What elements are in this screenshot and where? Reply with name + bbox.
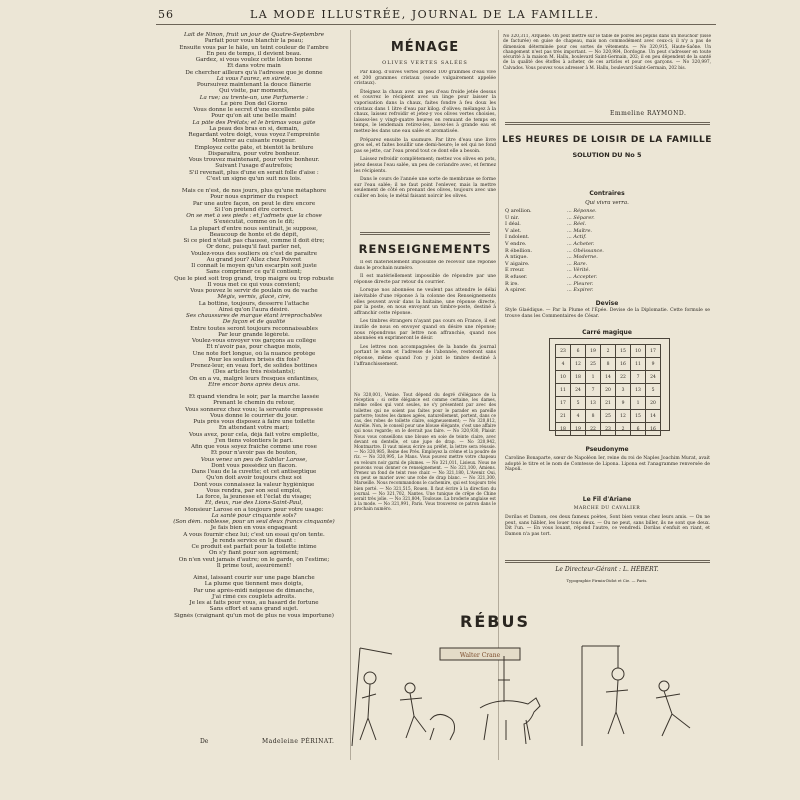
- solution-contrary: Réponse.: [573, 208, 597, 214]
- poem-line: Vous avez, pour cela, déjà fait votre emplette,: [189, 431, 319, 438]
- solution-list: [505, 208, 645, 294]
- rebus-dancer-head: [405, 683, 415, 693]
- magic-row: [556, 397, 661, 410]
- poem-line: Vous rendra, par son seul emploi,: [206, 487, 302, 494]
- poem-line: Afin que vous soyez fraîche comme une rose: [191, 444, 317, 450]
- solution-contrary: Acheter.: [573, 240, 595, 247]
- rebus-figure-head: [364, 672, 376, 684]
- poem-line: Pour nous exprimer du respect: [210, 194, 298, 201]
- rebus-illustration: [330, 628, 720, 748]
- imprint: Typographie Firmin-Didot et Cie. — Paris.: [566, 578, 648, 583]
- poem-line: La bottine, toujours, desserre l'attache: [198, 300, 310, 307]
- poem-line: Il prime tout, assurément!: [216, 562, 292, 569]
- poem-line: J'ai rimé ces couplets adroits.: [212, 593, 296, 600]
- poem-line: Regardant votre doigt, vous voyez l'empreinte: [188, 132, 320, 138]
- poem-line: Et quand viendra le soir, par la marche lassée: [188, 394, 320, 400]
- poem-line: Or donc, puisqu'il faut parler net,: [206, 244, 302, 251]
- contraires-heading: Contraires: [589, 190, 625, 197]
- poem-line: Ainsi qu'on l'aura désiré.: [218, 306, 290, 313]
- magic-cell: 17: [556, 397, 571, 410]
- solution-contrary: Maître.: [573, 227, 593, 234]
- rebus-bear: [430, 714, 455, 740]
- magic-cell: 10: [556, 371, 571, 384]
- rebus-pole: [352, 648, 360, 746]
- solution-contrary: Accepter.: [573, 273, 598, 280]
- poem-line: C'est un signe qu'un suit nos lois.: [206, 175, 302, 182]
- poem-line: Au grand jour? Allez chez Poivret: [206, 256, 302, 263]
- poem-line: On s'y fiant pour son agrément;: [209, 550, 299, 557]
- magic-cell: 9: [616, 397, 631, 410]
- contraires-sub: Qui vivra verra.: [585, 200, 629, 206]
- solution-word: I ndolent.: [505, 234, 530, 241]
- magic-cell: 1: [631, 397, 646, 410]
- poem-line: La plupart d'entre nous sentirait, je suppose,: [190, 225, 318, 232]
- magic-cell: 24: [571, 384, 586, 397]
- magic-cell: 23: [556, 345, 571, 358]
- poem-line: Vous venez un peu de Sabilar Larose,: [200, 456, 308, 463]
- right-signature: Emmeline RAYMOND.: [610, 110, 687, 117]
- poem-line: Il connaît le moyen qu'un escarpin soit juste: [191, 263, 317, 269]
- menage-heading: MÉNAGE: [390, 40, 460, 55]
- solution-row: A spirer. ... Expirer.: [505, 287, 594, 294]
- rebus-horse: [480, 698, 540, 744]
- menage-paragraph: Par kilog. d'olives vertes prenez 100 grammes d'eau vive et 200 grammes cristaux (soude vulgairement appelée cristaux).: [354, 70, 496, 87]
- poem-signature: Madeleine PÉRINAT.: [262, 738, 335, 745]
- magic-cell: 4: [571, 410, 586, 423]
- poem-line: Si l'on prétend être correct.: [214, 206, 294, 213]
- renseignements-notes: No 320,001, Venise. Tout dépend du degré d'élégance de la réception : si cette élégance est comme certaine, les dames, même celles qui vont seules, ne s'y présentent par avec des toilettes qui ne soient pas faites pour le parader en pareille parterre; toutes les dames agées, naturellement, portent, dans ce cas, des robes de toilette claire, soigneusement; — No 320,812, Aurélie. Non, le conseil pour une blouse élégante, c'est une affaire qui nous regarde; on le devrait pas faire. — No 320,930, Plaisir. Nous vous conseillons une blouse en soie de teinte claire, avec devant en dentelle, et une jupe de drap. — No 320,942, Montmartre. Il vaut mieux écrire au préfet, la lettre sera réussie. — No 320,985, Reine des Prés. Employez la crème et la poudre de riz. — No 320,995, Le Mans. Vous pouvez mettre votre chapeau en velours noir garni de plumes. — No 321,011, Lisieux. Nous ne pouvons vous donner ce renseignement. — No 321,100, Amiens. Prenez un fond de teint rose chair. — No 321,180, L'Avenir. Oui, on peut se marier avec une robe de drap blanc. — No 321,300, Marseille. Nous recommandons le cachemire, qui est toujours très bien porté. — No 321,515, Rouen. Il faut écrire à la direction du journal. — No 321,702, Nantes. Une tunique de crêpe de Chine serait très jolie. — No 321,804, Toulouse. La broderie anglaise est à la mode. — No 321,991, Paris. Vous trouverez ce patron dans le prochain numéro.: [354, 392, 496, 512]
- poem-line: S'exécutât, comme on le dit;: [213, 219, 295, 226]
- poem-line: La plume que tiennent mes doigts,: [204, 581, 304, 588]
- solution-contrary: Réel.: [573, 221, 587, 228]
- ariane-text: Dorilas et Damon, ces deux fameux poètes, Sont bien venus chez leurs amis. — On ne peut, sans hâbler, les louer tous deux. — Ou ne peut, sans biller, ils ne sont que deux. Dit l'un. — En vous louant, répond l'autre, ce vendredi. Dorilas s'enfuit en riant, et Damon n'a pas tort.: [505, 515, 710, 537]
- poem-line: Sans comprimer ce qu'il contient;: [206, 269, 302, 276]
- poem-line: Vous trouvez maintenant, pour votre bonheur.: [188, 157, 320, 163]
- solution-word: Q arellion.: [505, 208, 532, 214]
- solution-row: Q arellion. ... Réponse.: [505, 208, 597, 214]
- solution-row: R efuser. ... Accepter.: [505, 273, 598, 280]
- poem-line: Prenant le chemin du retour,: [213, 400, 295, 407]
- magic-cell: 15: [631, 410, 646, 423]
- poem-line: Mais ce n'est, de nos jours, plus qu'une métaphore: [181, 188, 327, 194]
- poem-line: Et dans votre main: [227, 63, 281, 70]
- solution-row: A ntique. ... Moderne.: [505, 254, 598, 261]
- magic-row: [556, 358, 661, 371]
- renseignements-paragraph: Les lettres non accompagnées de la bande du journal portant le nom et l'adresse de l'abonnée, resteront sans réponse, même quand l'on y joint le timbre destiné à l'affranchissement.: [354, 344, 496, 367]
- solution-row: V endre. ... Acheter.: [505, 240, 595, 247]
- renseignements-text: [354, 260, 496, 388]
- header-rule: [156, 24, 716, 25]
- solution-row: U nir. ... Séparer.: [505, 214, 595, 221]
- poem-line: Le père Don del Giorno: [220, 100, 288, 107]
- menage-paragraph: Dans le cours de l'année une sorte de membrane se forme sur l'eau salée; il ne faut point l'enlever, mais la mettre seulement de côté en prenant des olives, toujours avec une cuiller en bois; le métal faisant noircir les olives.: [354, 177, 496, 199]
- magic-cell: 25: [601, 410, 616, 423]
- magic-cell: 23: [601, 423, 616, 436]
- solution-row: V aigaire. ... Rare.: [505, 260, 588, 267]
- poem-column: [160, 32, 348, 619]
- magic-cell: 14: [601, 371, 616, 384]
- poem-line: Disparaîtra, pour votre bonheur.: [207, 150, 301, 157]
- magic-cell: 11: [556, 384, 571, 397]
- poem-line: Parfait pour vous blanchir la peau;: [204, 38, 304, 45]
- solution-word: A spirer.: [505, 287, 527, 294]
- magic-row: [556, 423, 661, 436]
- poem-line: Dans l'eau de la cuvette; et cet antiseptique: [191, 469, 317, 475]
- magic-cell: 19: [571, 423, 586, 436]
- magic-cell: 17: [646, 345, 661, 358]
- magic-cell: 21: [556, 410, 571, 423]
- rebus-pole-arm: [360, 648, 392, 654]
- menage-paragraph: Préparez ensuite la saumure. Par litre d'eau une livre gros sel, et faites bouillir une demi-heure; le sel qui ne fond pas se jette, car l'eau prend tout ce dont elle a besoin.: [354, 137, 496, 154]
- poem-line: Puis près vous disposez à faire une toilette: [193, 419, 315, 425]
- poem-line: De chercher ailleurs qu'à l'adresse que je donne: [185, 69, 323, 76]
- poem-line: Ses chaussures de marque étant irréprochables: [186, 313, 322, 319]
- pseudonyme-text: Caroline Bonaparte, sœur de Napoléon Ier, reine du roi de Naples Joachim Murat, avait adopté le titre et le nom de Comtesse de Lipona. Lipona est l'anagramme renversée de Napoli.: [505, 456, 710, 473]
- magic-cell: 22: [616, 371, 631, 384]
- poem-line: Vous donne le secret d'une excellente pâte: [193, 107, 315, 113]
- poem-line: Ainsi, laissant courir sur une page blanche: [193, 575, 315, 581]
- poem-line: Entre toutes seront toujours reconnaissables: [190, 325, 318, 332]
- solution-word: R ire.: [505, 280, 519, 287]
- devise-heading: Devise: [595, 300, 619, 307]
- rebus-title: RÉBUS: [460, 612, 530, 631]
- magic-cell: 25: [586, 358, 601, 371]
- poem-line: Ce produit est parfait pour la toilette intime: [191, 544, 317, 550]
- directeur-gerant: Le Directeur-Gérant : L. HÉBERT.: [555, 566, 659, 573]
- magic-cell: 2: [616, 423, 631, 436]
- poem-line: Montrer au cuisante rougeur.: [212, 138, 296, 145]
- poem-line: On en a vu, malgré leurs fresques enfantines,: [189, 375, 319, 382]
- rebus-dancer-body: [400, 693, 426, 738]
- poem-line: Je les ai faits pour vous, au hasard de fortune: [189, 600, 319, 606]
- poem-line: Sans effort et sans grand sujet.: [209, 606, 299, 613]
- journal-title: LA MODE ILLUSTRÉE, JOURNAL DE LA FAMILLE.: [250, 8, 600, 21]
- solution-word: R ébellion.: [505, 247, 533, 254]
- magic-cell: 14: [646, 410, 661, 423]
- poem-line: Lait de Ninon, fruit un jour de Quatre-Septembre: [183, 32, 325, 38]
- magic-cell: 8: [586, 410, 601, 423]
- poem-line: Pour qu'on ait une belle main!: [211, 113, 297, 120]
- magic-cell: 18: [556, 423, 571, 436]
- magic-cell: 19: [586, 345, 601, 358]
- magic-row: [556, 384, 661, 397]
- poem-line: Signés (craignant qu'un mot de plus ne vous importune): [174, 612, 334, 619]
- poem-line: Il vous met ce qui vous convient;: [207, 281, 301, 288]
- poem-line: Suivant l'usage d'autrefois;: [215, 163, 293, 170]
- poem-line: Employez cette pâte, et bientôt la brûlure: [194, 144, 314, 151]
- poem-line: De façon et de qualité: [222, 319, 286, 326]
- solution-word: A ntique.: [505, 254, 528, 261]
- poem-line: Par une après-midi neigeuse de dimanche,: [193, 587, 315, 594]
- magic-cell: 16: [616, 358, 631, 371]
- magic-cell: 10: [631, 345, 646, 358]
- poem-line: Gardez, si vous voulez cette lotion bonne: [195, 57, 313, 63]
- poem-line: Beaucoup de honte et de dépit,: [209, 231, 299, 238]
- poem-line: Et n'avoir pas, pour chaque mois,: [206, 344, 302, 351]
- menage-text: [354, 70, 496, 230]
- solution-contrary: Moderne.: [573, 254, 598, 261]
- rebus-figure-body: [360, 684, 376, 740]
- magic-cell: 20: [646, 397, 661, 410]
- poem-line: Vous donne le courrier du jour.: [210, 412, 298, 419]
- magic-cell: 21: [601, 397, 616, 410]
- poem-line: La force, la jeunesse et l'éclat du visage;: [196, 494, 312, 500]
- poem-line: Poursuivez maintenant la douce flânerie: [196, 82, 312, 88]
- magic-cell: 16: [646, 423, 661, 436]
- magic-row: [556, 371, 661, 384]
- magic-cell: 18: [571, 371, 586, 384]
- section-divider: [360, 232, 490, 235]
- solution-contrary: Actif.: [573, 234, 587, 241]
- solution-contrary: Obéissance.: [573, 247, 604, 254]
- solution-contrary: Rare.: [573, 260, 588, 267]
- poem-line: Là vous l'aurez, en sûreté.: [216, 75, 292, 82]
- page-number: 56: [158, 8, 174, 21]
- magic-cell: 7: [631, 371, 646, 384]
- poem-line: Qui visite, par moments,: [219, 88, 289, 95]
- magic-row: [556, 345, 661, 358]
- solution-contrary: Séparer.: [573, 214, 595, 221]
- rebus-banner-text: Walter Crane: [459, 652, 501, 659]
- poem-line: S'il revenait, plus d'une en serait folle d'aise :: [189, 169, 319, 176]
- renseignements-paragraph: Il est matériellement impossible de recevoir une réponse dans le prochain numéro.: [354, 260, 496, 271]
- menage-subheading: OLIVES VERTES SALÉES: [382, 60, 468, 66]
- poem-line: Vous sonnerez chez vous; la servante empressée: [185, 406, 323, 413]
- solution-word: I déal.: [505, 221, 521, 228]
- solution-row: I ndolent. ... Actif.: [505, 234, 587, 241]
- poem-line: J'en tiens volontiers le pari.: [214, 437, 294, 444]
- poem-line: (Des articles très résistants);: [212, 369, 296, 376]
- poem-line: Mégis, vernis, glacé, ciré,: [217, 294, 291, 301]
- poem-line: Si ce pied n'était pas chaussé, comme il doit être;: [183, 238, 325, 244]
- solution-row: R ébellion. ... Obéissance.: [505, 247, 604, 254]
- rebus-runner-head: [659, 681, 669, 691]
- solution-row: I déal. ... Réel.: [505, 221, 587, 228]
- poem-line: La pâte des Prélats; et le brûmas vous gâte: [192, 119, 316, 126]
- poem-line: Monsieur Larose en a toujours pour votre usage:: [184, 506, 324, 513]
- ariane-sub: MARCHE DU CAVALIER: [573, 506, 641, 511]
- poem-line: Prenez-leur, en veau fort, de solides bottines: [190, 363, 318, 369]
- magic-cell: 11: [631, 358, 646, 371]
- magic-cell: 8: [601, 358, 616, 371]
- solution-word: V endre.: [505, 240, 527, 247]
- solution-row: V alet. ... Maître.: [505, 227, 593, 234]
- poem-line: Dont vous connaissez la valeur hygiénique: [193, 481, 315, 488]
- poem-line: Et pour n'avoir pas de bouton,: [210, 450, 298, 457]
- magic-cell: 15: [616, 345, 631, 358]
- magic-cell: 5: [646, 384, 661, 397]
- poem-line: Je rends service en le disant :: [212, 537, 296, 544]
- magic-cell: 6: [571, 345, 586, 358]
- solution-word: V alet.: [505, 227, 522, 234]
- solution-contrary: Pleurer.: [573, 280, 594, 287]
- poem-line: Pour les souliers brisés dix fois?: [208, 356, 300, 363]
- rebus-hanging-head: [612, 668, 624, 680]
- magic-cell: 20: [601, 384, 616, 397]
- solution-contrary: Vérité.: [573, 267, 591, 274]
- renseignements-paragraph: Il est matériellement impossible de répondre par une réponse directe par retour du courrier.: [354, 274, 496, 285]
- right-notes: No 320,311, Arquebe. On peut mettre sur le table de poires les pépins dans un mouchoir (lisse de facturée) en guise de chapeau, mais non commodément avec ceux-ci; il n'y a pas de dimension déterminée pour ces sortes de vêtements. — No 320,915, Haute-Saône. Un changement n'est pas très important. — No 320,984, Dordogne. Un peut s'adresser en toute sécurité à la maison M. Hallu, boulevard Saint-Germain, 202; il en peu dépendent de la santé de la qualité des étoffes à acheter, de ces articles et pour ces garçons. — No 320,997, Calvados. Vous pouvez vous adresser à M. Hallu, boulevard Saint-Germain, 202 bis.: [503, 34, 711, 71]
- pseudonyme-heading: Pseudonyme: [585, 446, 629, 453]
- menage-paragraph: Laissez refroidir complètement; mettez vos olives en pots, jetez dessus l'eau salée, un peu de coriandre avec, et fermez les récipients.: [354, 157, 496, 174]
- poem-line: La peau des bras en si, demain,: [209, 125, 299, 132]
- magic-cell: 9: [646, 358, 661, 371]
- loisir-heading: LES HEURES DE LOISIR DE LA FAMILLE: [502, 135, 712, 145]
- footer-divider: [505, 560, 710, 563]
- solution-row: R ire. ... Pleurer.: [505, 280, 594, 287]
- solution-word: E rreur.: [505, 267, 525, 274]
- poem-line: Ensuite vous par le hâle, un teint couleur de l'ambre: [179, 44, 329, 51]
- magic-cell: 2: [601, 345, 616, 358]
- poem-line: (Son dém. noblesse, pour un seul deux francs cinquante): [173, 519, 335, 525]
- poem-line: La santé pour cinquante sols?: [211, 512, 297, 519]
- magic-row: [556, 410, 661, 423]
- renseignements-paragraph: Les timbres étrangers n'ayant pas cours en France, il est inutile de nous en envoyer quand on désire une réponse; nous répondrons par lettre non affranchie, quand nos abonnées en exprimeront le désir.: [354, 319, 496, 342]
- magic-cell: 12: [571, 358, 586, 371]
- magic-cell: 13: [631, 384, 646, 397]
- poem-line: Je fais bien en vous engageant: [210, 525, 298, 532]
- poem-line: Par une autre façon, on peut le dire encore: [192, 200, 316, 207]
- poem-line: On se met à ses pieds : et j'admets que la chose: [186, 213, 322, 219]
- poem-line: Voulez-vous des souliers où c'est de paraître: [190, 250, 318, 257]
- magic-cell: 24: [646, 371, 661, 384]
- poem-line: Être encor bons après deux ans.: [208, 381, 300, 388]
- solution-word: R efuser.: [505, 273, 528, 280]
- magic-cell: 22: [586, 423, 601, 436]
- devise-text: Style Glaédique. — Par la Plume et l'Épée. Devise de la Diplomatie. Cette formule se trouve dans les Commentaires de César.: [505, 308, 710, 319]
- poem-line: En attendant votre mari;: [218, 425, 290, 432]
- solution-heading: SOLUTION DU No 5: [572, 151, 642, 159]
- poem-line: A vous fournir chez lui; c'est un essai qu'on tente.: [183, 531, 325, 538]
- magic-cell: 1: [586, 371, 601, 384]
- magic-cell: 13: [586, 397, 601, 410]
- magic-square: [555, 344, 661, 436]
- menage-paragraph: Éteignez la chaux avec un peu d'eau froide jetée dessus et couvrez le récipient avec un linge pour laisser la vaporisation dans la chaux, faites fondre à feu doux les cristaux dans 1 litre d'eau par kilog. d'olives; mélangez à la chaux, laissez refroidir et jetez-y vos olives vertes choisies, laissez-les y vingt-quatre heures en remuant de temps en temps, le lendemain retirez-les, lavez-les à grande eau et mettez-les dans une eau salée et aromatisée.: [354, 89, 496, 134]
- rebus-hanging-body: [606, 680, 628, 734]
- carre-heading: Carré magique: [582, 329, 632, 336]
- magic-cell: 5: [571, 397, 586, 410]
- magic-cell: 3: [616, 384, 631, 397]
- magic-cell: 12: [616, 410, 631, 423]
- solution-contrary: Expirer.: [573, 287, 594, 294]
- poem-line: La rue; au trente-un, une Parfumerie :: [199, 94, 309, 101]
- magic-cell: 7: [586, 384, 601, 397]
- renseignements-heading: RENSEIGNEMENTS: [358, 242, 492, 256]
- poem-line: Vous pouvez le servir de poulain ou de vache: [190, 288, 318, 294]
- poem-line: Dont vous possédez un flacon.: [211, 462, 297, 469]
- poem-line: On n'en veut jamais d'autre; on le garde, on l'estime;: [178, 556, 330, 563]
- solution-row: E rreur. ... Vérité.: [505, 267, 591, 274]
- poem-line: Voulez-vous envoyer vos garçons au collège: [191, 338, 317, 344]
- rebus-runner-body: [656, 691, 690, 736]
- ariane-heading: Le Fil d'Ariane: [582, 496, 632, 503]
- poem-line: Par leur grande légèreté.: [218, 331, 290, 338]
- magic-cell: 6: [631, 423, 646, 436]
- magic-cell: 4: [556, 358, 571, 371]
- poem-line: Que le pied soit trop grand, trop maigre ou trop robuste: [174, 275, 334, 282]
- solution-word: U nir.: [505, 214, 520, 221]
- poem-signature-prefix: De: [200, 738, 209, 745]
- right-divider: [505, 122, 710, 125]
- poem-line: Une note fort longue, où la nuance protège: [192, 350, 316, 357]
- poem-line: Et, deux, rue des Lions-Saint-Paul,: [205, 500, 303, 507]
- rebus-knight: [498, 656, 510, 702]
- poem-line: En peu de temps, il devient beau.: [206, 50, 302, 57]
- renseignements-paragraph: Lorsque nos abonnées ne veulent pas attendre le délai inévitable d'une réponse à la colonne des Renseignements elles peuvent avoir dans la huitaine, une réponse directe, par la poste, en nous envoyant un timbre-poste, destiné à affranchir cette réponse.: [354, 288, 496, 316]
- poem-line: Qu'on doit avoir toujours chez soi: [206, 475, 302, 482]
- solution-word: V aigaire.: [505, 260, 530, 267]
